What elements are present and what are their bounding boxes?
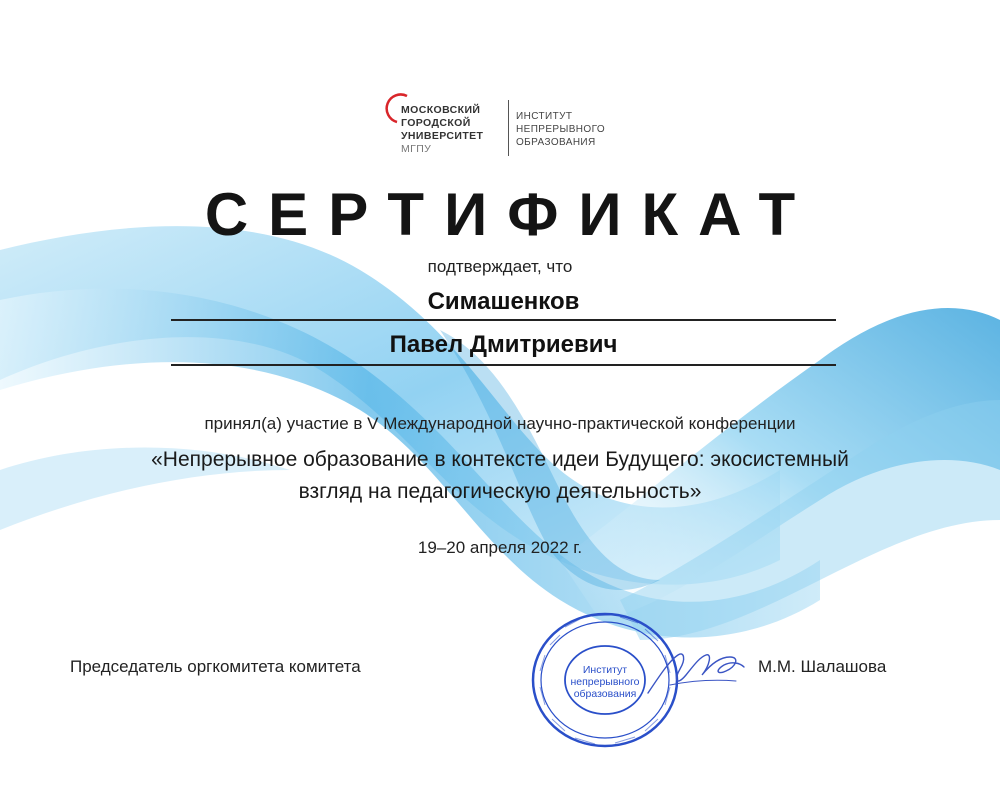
certificate-title: СЕРТИФИКАТ	[204, 181, 816, 248]
name-underline	[171, 364, 836, 366]
signatory-role: Председатель оргкомитета комитета	[70, 657, 361, 676]
handwritten-signature	[640, 635, 750, 705]
name-underline	[171, 319, 836, 321]
logo-institute-name	[516, 110, 605, 149]
logo-line: ГОРОДСКОЙ	[401, 117, 471, 129]
logo-line: МОСКОВСКИЙ	[401, 104, 481, 116]
recipient-given-names: Павел Дмитриевич	[389, 331, 618, 358]
logo-abbr: МГПУ	[401, 143, 432, 155]
stamp-text: непрерывного	[570, 676, 640, 688]
signatory-name: М.М. Шалашова	[758, 657, 887, 676]
conference-title	[60, 444, 940, 508]
logo-line: ИНСТИТУТ	[516, 111, 573, 122]
stamp-text: образования	[573, 688, 637, 700]
participation-text: принял(а) участие в V Международной научно-практической конференции	[204, 414, 796, 433]
confirms-text: подтверждает, что	[427, 257, 573, 276]
logo-university-name	[401, 104, 483, 156]
logo-line: УНИВЕРСИТЕТ	[401, 130, 484, 142]
conference-dates: 19–20 апреля 2022 г.	[417, 538, 583, 557]
logo-line: ОБРАЗОВАНИЯ	[516, 137, 596, 148]
conference-title-line: взгляд на педагогическую деятельность»	[298, 480, 702, 503]
university-logo	[385, 92, 625, 164]
recipient-surname: Симашенков	[427, 288, 580, 315]
logo-line: НЕПРЕРЫВНОГО	[516, 124, 606, 135]
stamp-text: Институт	[582, 664, 628, 676]
conference-title-line: «Непрерывное образование в контексте идеи Будущего: экосистемный	[151, 448, 849, 471]
logo-divider	[508, 100, 509, 156]
